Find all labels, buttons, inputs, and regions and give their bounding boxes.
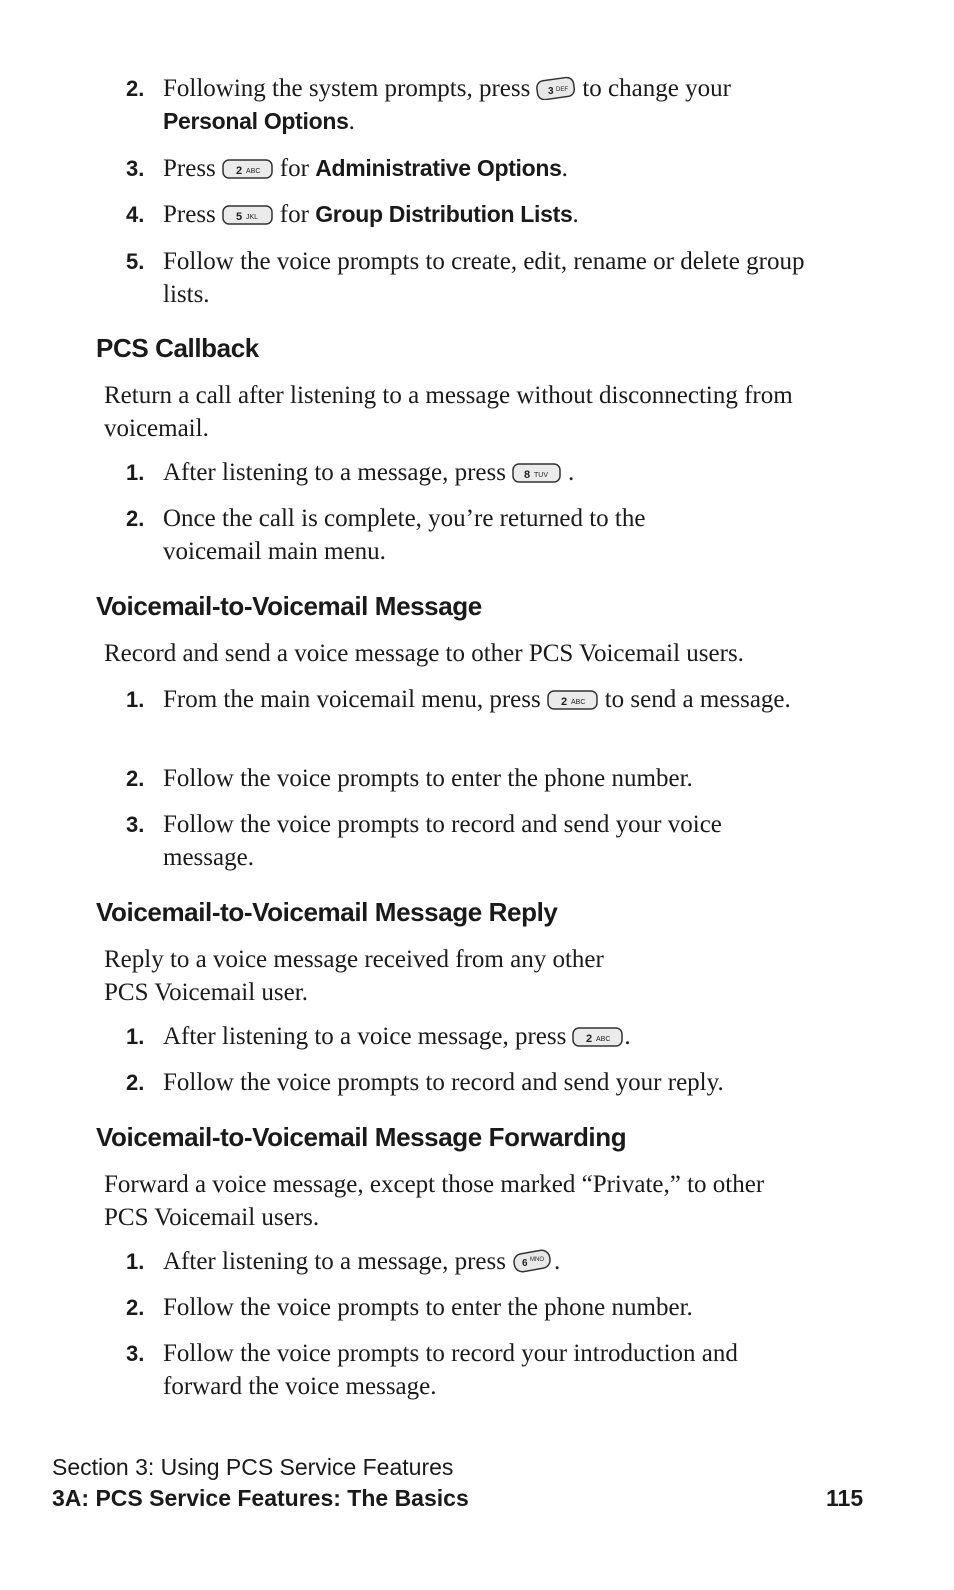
step-number: 2. xyxy=(126,1070,145,1095)
step-number: 1. xyxy=(126,687,145,712)
key-2-abc-icon xyxy=(222,158,274,180)
step-number: 2. xyxy=(126,766,145,791)
svg-text:ABC: ABC xyxy=(570,699,586,706)
svg-text:3: 3 xyxy=(548,86,554,97)
forwarding-step-2 xyxy=(126,1291,826,1324)
svg-text:2: 2 xyxy=(235,165,242,177)
description-line: Reply to a voice message received from any other xyxy=(104,946,604,973)
footer-section-title: Section 3: Using PCS Service Features xyxy=(52,1454,454,1480)
step-number: 2. xyxy=(126,506,145,531)
svg-text:MNO: MNO xyxy=(529,1257,544,1263)
step-number: 3. xyxy=(126,812,145,837)
callback-step-2 xyxy=(126,502,746,568)
step-5-follow-prompts xyxy=(126,245,816,311)
step-text: Follow the voice prompts to create, edit, rename or delete group lists. xyxy=(163,248,805,308)
punctuation: . xyxy=(348,108,355,135)
step-text: Follow the voice prompts to record your introduction and forward the voice message. xyxy=(163,1340,738,1400)
svg-text:ABC: ABC xyxy=(245,168,261,175)
punctuation: . xyxy=(624,1023,631,1050)
step-text: Press xyxy=(163,201,216,228)
step-number: 3. xyxy=(126,156,145,181)
svg-text:ABC: ABC xyxy=(596,1036,611,1043)
step-3-administrative-options xyxy=(126,152,826,185)
heading-voicemail-to-voicemail-message: Voicemail-to-Voicemail Message xyxy=(96,591,482,621)
heading-voicemail-message-reply: Voicemail-to-Voicemail Message Reply xyxy=(96,897,558,927)
step-text: Following the system prompts, press xyxy=(163,75,531,102)
description-voicemail-message-reply xyxy=(104,943,824,1009)
key-2-abc-icon xyxy=(572,1026,624,1048)
step-text: From the main voicemail menu, press xyxy=(163,686,541,713)
step-number: 2. xyxy=(126,76,145,101)
key-2-abc-icon xyxy=(547,689,599,711)
step-text: Press xyxy=(163,155,216,182)
step-number: 5. xyxy=(126,249,145,274)
punctuation: . xyxy=(561,155,568,182)
step-text: Once the call is complete, you’re returned to the voicemail main menu. xyxy=(163,505,646,565)
heading-pcs-callback: PCS Callback xyxy=(96,333,259,363)
key-5-jkl-icon xyxy=(222,204,274,226)
heading-voicemail-message-forwarding: Voicemail-to-Voicemail Message Forwarding xyxy=(96,1122,627,1152)
reply-step-1 xyxy=(126,1020,826,1053)
punctuation: . xyxy=(567,459,575,486)
reply-step-2 xyxy=(126,1066,826,1099)
term-group-distribution-lists: Group Distribution Lists xyxy=(315,201,573,227)
vm-message-step-3 xyxy=(126,808,806,874)
page-number: 115 xyxy=(826,1485,864,1511)
svg-text:JKL: JKL xyxy=(245,214,258,221)
step-text: After listening to a message, press xyxy=(163,1248,506,1275)
step-text: to send a message. xyxy=(604,686,791,713)
step-number: 3. xyxy=(126,1341,145,1366)
description-voicemail-to-voicemail-message: Record and send a voice message to other PCS Voicemail users. xyxy=(104,640,744,667)
forwarding-step-1 xyxy=(126,1245,826,1278)
step-text: Follow the voice prompts to enter the phone number. xyxy=(163,765,693,792)
step-number: 2. xyxy=(126,1295,145,1320)
punctuation: . xyxy=(572,201,579,228)
description-voicemail-message-forwarding: Forward a voice message, except those marked “Private,” to other PCS Voicemail users. xyxy=(104,1171,765,1231)
svg-text:6: 6 xyxy=(521,1258,528,1269)
svg-text:5: 5 xyxy=(235,211,242,223)
step-text: for xyxy=(279,155,309,182)
step-number: 1. xyxy=(126,1249,145,1274)
step-text: to change your xyxy=(582,75,731,102)
key-3-def-icon xyxy=(536,76,576,100)
vm-message-step-2 xyxy=(126,762,826,795)
callback-step-1 xyxy=(126,456,826,489)
description-line: PCS Voicemail user. xyxy=(104,979,308,1006)
step-number: 4. xyxy=(126,202,145,227)
step-number: 1. xyxy=(126,1024,145,1049)
svg-text:TUV: TUV xyxy=(533,472,548,479)
term-administrative-options: Administrative Options xyxy=(315,155,562,181)
step-2-personal-options xyxy=(126,72,826,138)
forwarding-step-3 xyxy=(126,1337,816,1403)
svg-text:8: 8 xyxy=(523,469,531,481)
vm-message-step-1 xyxy=(126,683,806,716)
step-text: After listening to a voice message, press xyxy=(163,1023,567,1050)
step-text: After listening to a message, press xyxy=(163,459,506,486)
step-text: Follow the voice prompts to enter the phone number. xyxy=(163,1294,693,1321)
key-6-mno-icon xyxy=(512,1247,554,1273)
term-personal-options: Personal Options xyxy=(163,108,349,134)
punctuation: . xyxy=(553,1248,561,1275)
description-pcs-callback: Return a call after listening to a message without disconnecting from voicemail. xyxy=(104,382,793,442)
svg-text:DEF: DEF xyxy=(556,87,569,93)
footer-chapter-title: 3A: PCS Service Features: The Basics xyxy=(52,1485,469,1511)
step-text: Follow the voice prompts to record and send your reply. xyxy=(163,1069,724,1096)
step-number: 1. xyxy=(126,460,145,485)
step-text: for xyxy=(279,201,309,228)
svg-text:2: 2 xyxy=(586,1033,593,1045)
key-8-tuv-icon xyxy=(512,462,562,484)
svg-text:2: 2 xyxy=(560,696,567,708)
step-text: Follow the voice prompts to record and send your voice message. xyxy=(163,811,722,871)
step-4-group-distribution-lists xyxy=(126,198,826,231)
